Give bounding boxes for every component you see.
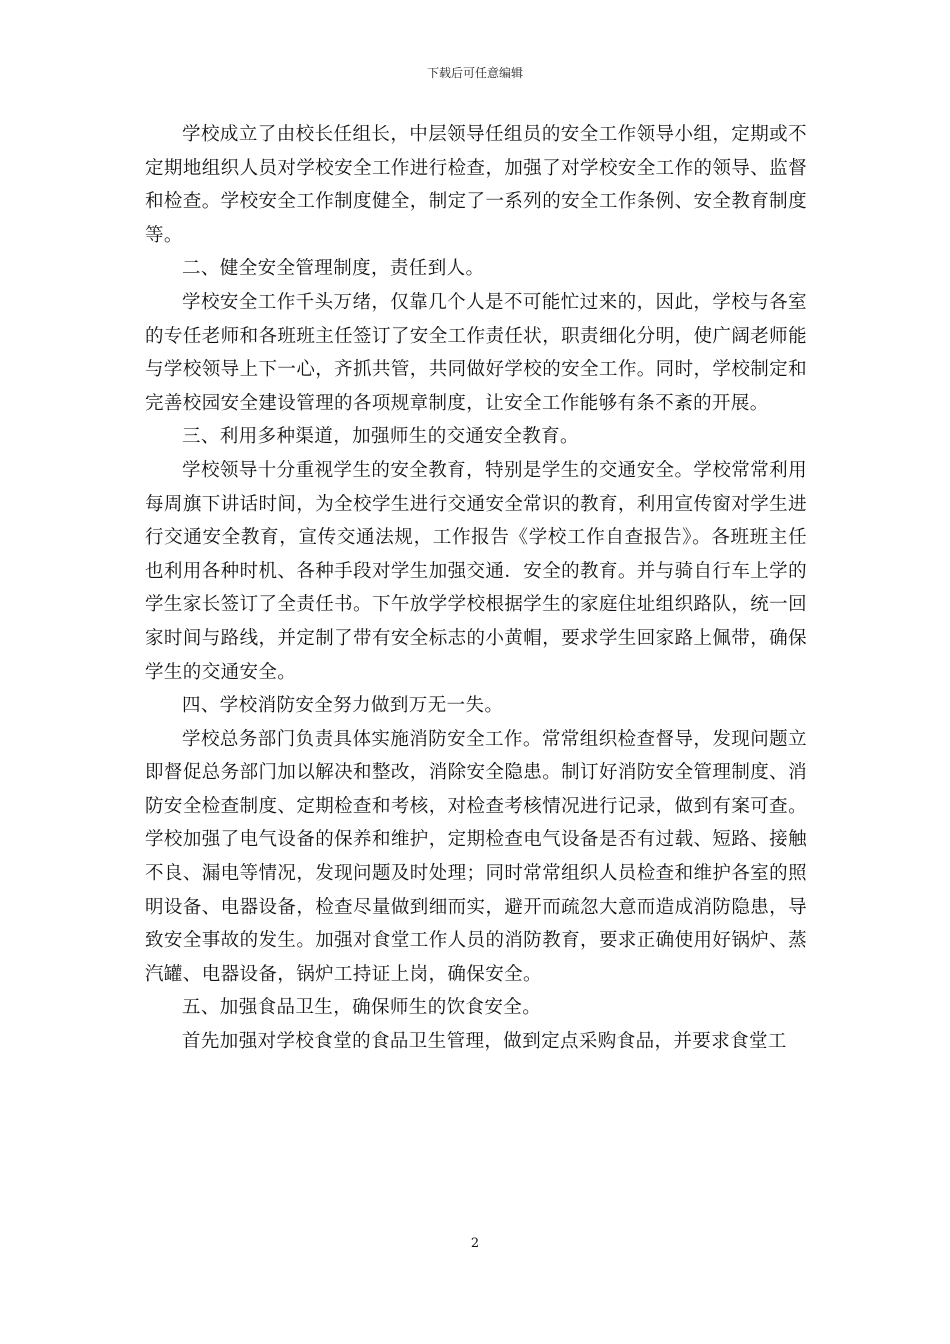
paragraph-fire-safety: 学校总务部门负责具体实施消防安全工作。常常组织检查督导，发现问题立即督促总务部门加以解决和整改，消除安全隐患。制订好消防安全管理制度、消防安全检查制度、定期检查和考核，对检查考核情况进行记录，做到有案可查。学校加强了电气设备的保养和维护，定期检查电气设备是否有过载、短路、接触不良、漏电等情况，发现问题及时处理；同时常常组织人员检查和维护各室的照明设备、电器设备，检查尽量做到细而实，避开而疏忽大意而造成消防隐患，导致安全事故的发生。加强对食堂工作人员的消防教育，要求正确使用好锅炉、蒸汽罐、电器设备，锅炉工持证上岗，确保安全。	[145, 728, 807, 985]
paragraph-responsibility: 学校安全工作千头万绪，仅靠几个人是不可能忙过来的，因此，学校与各室的专任老师和各班班主任签订了安全工作责任状，职责细化分明，使广阔老师能与学校领导上下一心，齐抓共管，共同做好学校的安全工作。同时，学校制定和完善校园安全建设管理的各项规章制度，让安全工作能够有条不紊的开展。	[145, 291, 807, 414]
paragraph-traffic-safety: 学校领导十分重视学生的安全教育，特别是学生的交通安全。学校常常利用每周旗下讲话时间，为全校学生进行交通安全常识的教育，利用宣传窗对学生进行交通安全教育，宣传交通法规，工作报告《学校工作自查报告》。各班班主任也利用各种时机、各种手段对学生加强交通．安全的教育。并与骑自行车上学的学生家长签订了全责任书。下午放学学校根据学生的家庭住址组织路队，统一回家时间与路线，并定制了带有安全标志的小黄帽，要求学生回家路上佩带，确保学生的交通安全。	[145, 459, 807, 683]
paragraph-food-hygiene: 首先加强对学校食堂的食品卫生管理，做到定点采购食品，并要求食堂工	[182, 1031, 787, 1053]
heading-section-4: 四、学校消防安全努力做到万无一失。	[182, 695, 504, 717]
page-number: 2	[470, 1236, 480, 1251]
heading-section-2: 二、健全安全管理制度，责任到人。	[182, 258, 485, 280]
heading-section-5: 五、加强食品卫生，确保师生的饮食安全。	[182, 997, 542, 1019]
document-body	[145, 118, 807, 1059]
heading-section-3: 三、利用多种渠道，加强师生的交通安全教育。	[182, 426, 579, 448]
paragraph-leadership-group: 学校成立了由校长任组长，中层领导任组员的安全工作领导小组，定期或不定期地组织人员对学校安全工作进行检查，加强了对学校安全工作的领导、监督和检查。学校安全工作制度健全，制定了一系列的安全工作条例、安全教育制度等。	[145, 124, 807, 246]
page-header: 下载后可任意编辑	[426, 66, 523, 80]
